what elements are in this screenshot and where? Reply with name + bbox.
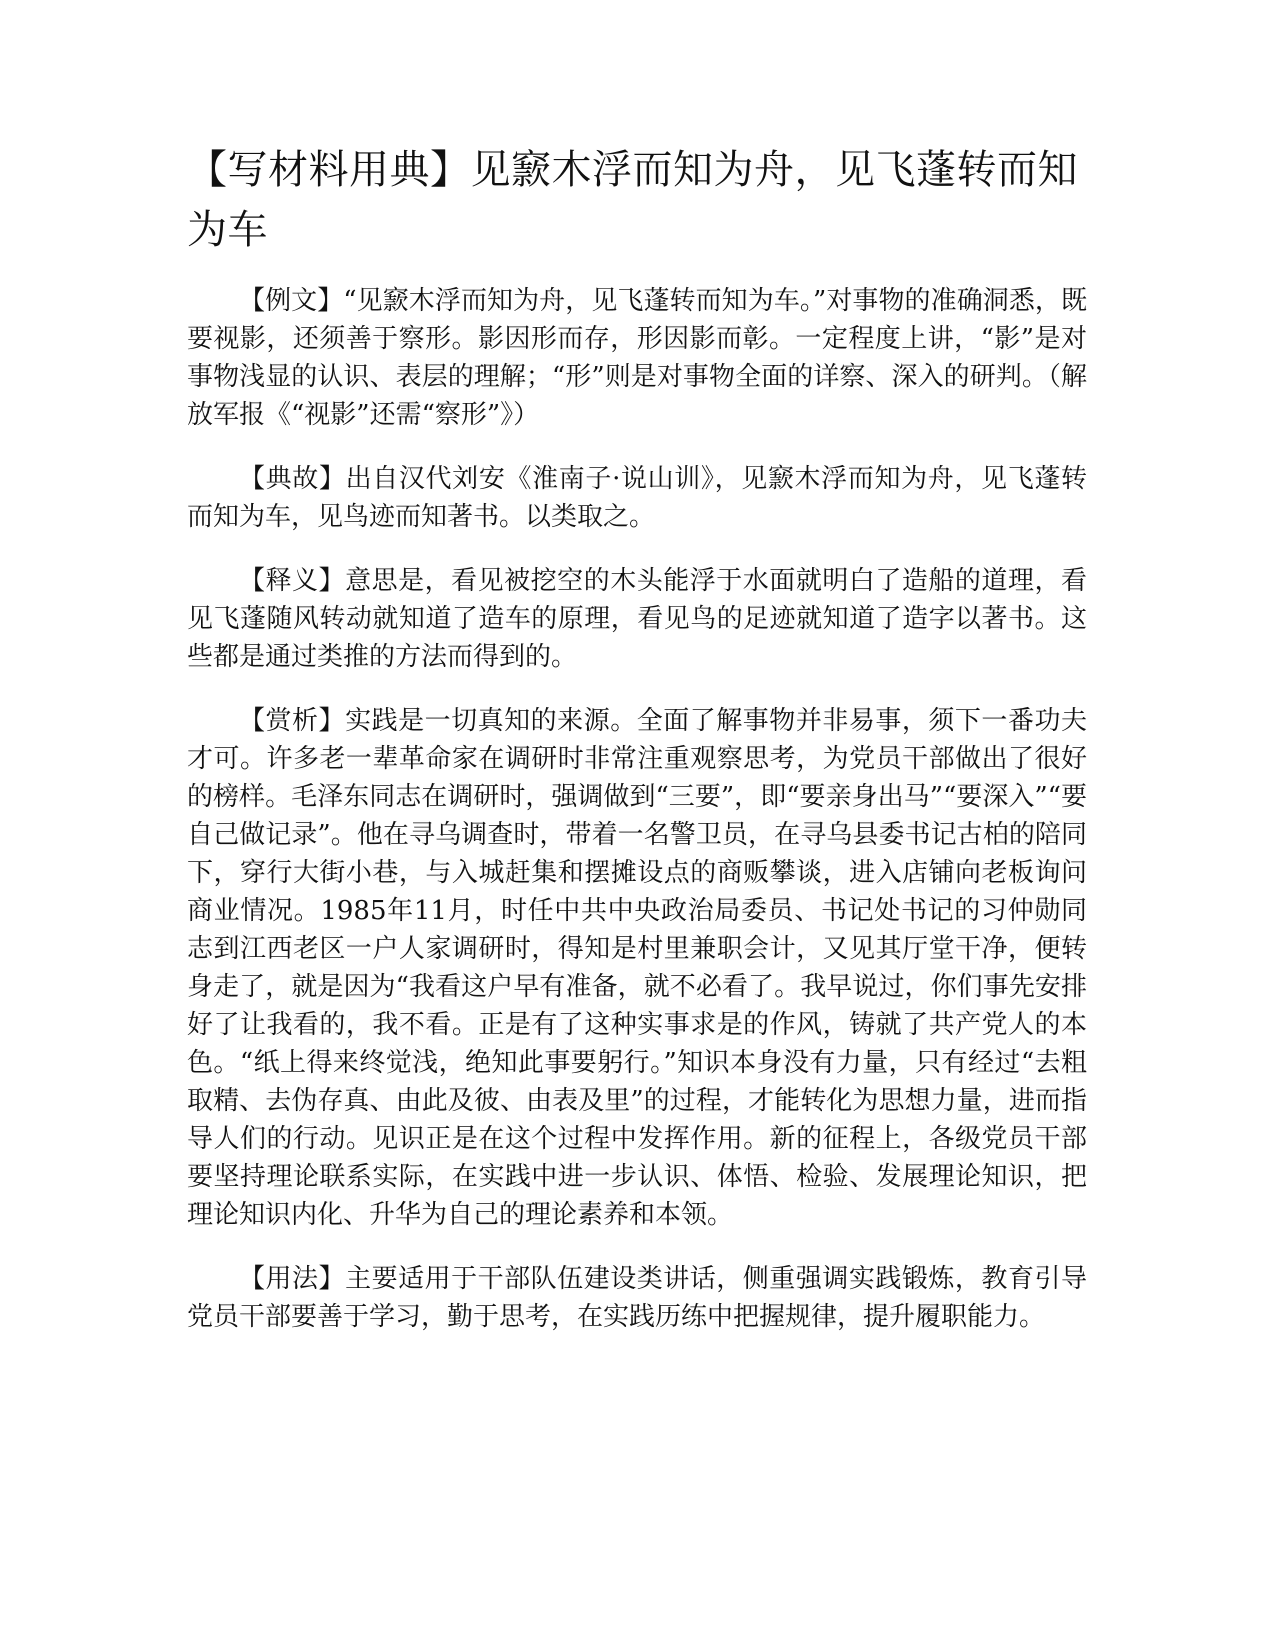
section-tag-meaning: 【释义】	[239, 566, 346, 596]
paragraph-usage	[187, 1260, 1087, 1336]
section-text-example: “见窾木浮而知为舟，见飞蓬转而知为车。”对事物的准确洞悉，既要视影，还须善于察形。影因形而存，形因影而彰。一定程度上讲，“影”是对事物浅显的认识、表层的理解；“形”则是对事物全面的详察、深入的研判。（解放军报《“视影”还需“察形”》）	[187, 286, 1087, 430]
section-text-meaning: 意思是，看见被挖空的木头能浮于水面就明白了造船的道理，看见飞蓬随风转动就知道了造车的原理，看见鸟的足迹就知道了造字以著书。这些都是通过类推的方法而得到的。	[187, 566, 1087, 672]
paragraph-meaning	[187, 562, 1087, 676]
document-page	[187, 140, 1087, 1362]
section-tag-allusion: 【典故】	[239, 464, 346, 494]
section-text-usage: 主要适用于干部队伍建设类讲话，侧重强调实践锻炼，教育引导党员干部要善于学习，勤于思考，在实践历练中把握规律，提升履职能力。	[187, 1264, 1087, 1332]
paragraph-appreciation	[187, 702, 1087, 1234]
section-tag-appreciation: 【赏析】	[239, 706, 346, 736]
section-tag-example: 【例文】	[239, 286, 344, 316]
section-text-appreciation: 实践是一切真知的来源。全面了解事物并非易事，须下一番功夫才可。许多老一辈革命家在调研时非常注重观察思考，为党员干部做出了很好的榜样。毛泽东同志在调研时，强调做到“三要”，即“要亲身出马”“要深入”“要自己做记录”。他在寻乌调查时，带着一名警卫员，在寻乌县委书记古柏的陪同下，穿行大街小巷，与入城赶集和摆摊设点的商贩攀谈，进入店铺向老板询问商业情况。1985年11月，时任中共中央政治局委员、书记处书记的习仲勋同志到江西老区一户人家调研时，得知是村里兼职会计，又见其厅堂干净，便转身走了，就是因为“我看这户早有准备，就不必看了。我早说过，你们事先安排好了让我看的，我不看。正是有了这种实事求是的作风，铸就了共产党人的本色。“纸上得来终觉浅，绝知此事要躬行。”知识本身没有力量，只有经过“去粗取精、去伪存真、由此及彼、由表及里”的过程，才能转化为思想力量，进而指导人们的行动。见识正是在这个过程中发挥作用。新的征程上，各级党员干部要坚持理论联系实际，在实践中进一步认识、体悟、检验、发展理论知识，把理论知识内化、升华为自己的理论素养和本领。	[187, 706, 1087, 1230]
paragraph-example	[187, 282, 1087, 434]
section-tag-usage: 【用法】	[239, 1264, 346, 1294]
section-text-allusion: 出自汉代刘安《淮南子·说山训》，见窾木浮而知为舟，见飞蓬转而知为车，见鸟迹而知著书。以类取之。	[187, 464, 1087, 532]
paragraph-allusion	[187, 460, 1087, 536]
document-title: 【写材料用典】见窾木浮而知为舟，见飞蓬转而知为车	[187, 147, 1078, 253]
